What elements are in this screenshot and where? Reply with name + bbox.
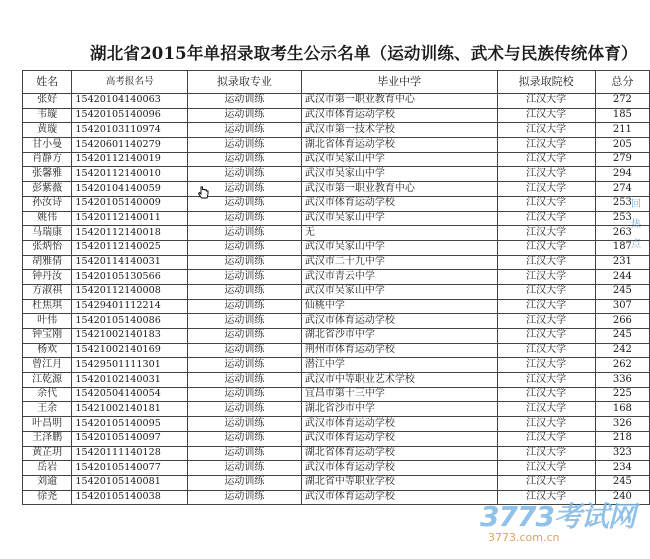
cell-major: 运动训练	[188, 299, 302, 314]
table-row	[23, 329, 650, 344]
cell-university: 江汉大学	[497, 402, 595, 417]
cell-major: 运动训练	[188, 255, 302, 270]
cell-score: 307	[595, 299, 649, 314]
header-high-school: 毕业中学	[301, 71, 497, 94]
cell-university: 江汉大学	[497, 123, 595, 138]
cell-major: 运动训练	[188, 431, 302, 446]
table-row	[23, 402, 650, 417]
cell-name: 曾江月	[23, 358, 72, 373]
cell-score: 231	[595, 255, 649, 270]
cell-major: 运动训练	[188, 211, 302, 226]
cell-major: 运动训练	[188, 182, 302, 197]
table-header-row	[23, 71, 650, 94]
cell-score: 187	[595, 240, 649, 255]
page-title: 湖北省2015年单招录取考生公示名单（运动训练、武术与民族传统体育）	[90, 44, 638, 63]
side-tab-char-3[interactable]: 点	[631, 239, 641, 250]
cell-name: 钟丹汝	[23, 270, 72, 285]
cell-university: 江汉大学	[497, 475, 595, 490]
cell-score: 272	[595, 94, 649, 109]
cell-score: 294	[595, 167, 649, 182]
cell-score: 245	[595, 284, 649, 299]
cell-high-school: 湖北省体育运动学校	[301, 138, 497, 153]
header-university: 拟录取院校	[497, 71, 595, 94]
cell-university: 江汉大学	[497, 108, 595, 123]
cell-university: 江汉大学	[497, 387, 595, 402]
cell-score: 279	[595, 152, 649, 167]
cell-name: 姚伟	[23, 211, 72, 226]
side-tab-char-2[interactable]: 热	[631, 219, 641, 230]
table-row	[23, 461, 650, 476]
table-row	[23, 211, 650, 226]
cell-exam-id: 15420112140008	[72, 284, 188, 299]
cell-exam-id: 15420103110974	[72, 123, 188, 138]
table-row	[23, 417, 650, 432]
cell-exam-id: 15420105140081	[72, 475, 188, 490]
cell-university: 江汉大学	[497, 94, 595, 109]
cell-exam-id: 15420104140063	[72, 94, 188, 109]
cell-score: 245	[595, 329, 649, 344]
cell-score: 323	[595, 446, 649, 461]
table-row	[23, 431, 650, 446]
cell-score: 218	[595, 431, 649, 446]
cell-score: 263	[595, 226, 649, 241]
cell-major: 运动训练	[188, 108, 302, 123]
cell-high-school: 潜江中学	[301, 358, 497, 373]
cell-name: 江乾源	[23, 373, 72, 388]
cell-name: 杜焦琪	[23, 299, 72, 314]
cell-score: 211	[595, 123, 649, 138]
cell-exam-id: 15420112140019	[72, 152, 188, 167]
cell-name: 叶伟	[23, 314, 72, 329]
table-row	[23, 167, 650, 182]
cell-major: 运动训练	[188, 343, 302, 358]
cell-score: 262	[595, 358, 649, 373]
cell-name: 岳岩	[23, 461, 72, 476]
table-row	[23, 343, 650, 358]
table-row	[23, 284, 650, 299]
cell-major: 运动训练	[188, 226, 302, 241]
cell-score: 274	[595, 182, 649, 197]
cell-name: 胡雅倩	[23, 255, 72, 270]
cell-high-school: 武汉市青云中学	[301, 270, 497, 285]
cell-major: 运动训练	[188, 446, 302, 461]
cell-exam-id: 15420105140097	[72, 431, 188, 446]
cell-score: 326	[595, 417, 649, 432]
cell-university: 江汉大学	[497, 167, 595, 182]
cell-major: 运动训练	[188, 196, 302, 211]
cell-name: 孙汝诗	[23, 196, 72, 211]
table-row	[23, 475, 650, 490]
cell-name: 彭紫薇	[23, 182, 72, 197]
cell-university: 江汉大学	[497, 284, 595, 299]
cell-high-school: 武汉市体育运动学校	[301, 196, 497, 211]
hand-cursor-icon	[196, 185, 210, 199]
table-row	[23, 108, 650, 123]
cell-high-school: 湖北省体育运动学校	[301, 446, 497, 461]
cell-high-school: 武汉市体育运动学校	[301, 431, 497, 446]
cell-exam-id: 15420105140038	[72, 490, 188, 505]
cell-name: 肖静方	[23, 152, 72, 167]
cell-name: 余代	[23, 387, 72, 402]
cell-exam-id: 15420102140031	[72, 373, 188, 388]
header-exam-id: 高考报名号	[72, 71, 188, 94]
cell-high-school: 武汉市第一技术学校	[301, 123, 497, 138]
table-row	[23, 152, 650, 167]
cell-major: 运动训练	[188, 270, 302, 285]
cell-exam-id: 15420104140059	[72, 182, 188, 197]
cell-exam-id: 15420105140096	[72, 108, 188, 123]
cell-major: 运动训练	[188, 402, 302, 417]
cell-university: 江汉大学	[497, 358, 595, 373]
cell-major: 运动训练	[188, 314, 302, 329]
cell-name: 张好	[23, 94, 72, 109]
cell-high-school: 武汉市体育运动学校	[301, 314, 497, 329]
cell-exam-id: 15421002140169	[72, 343, 188, 358]
cell-name: 黄璇	[23, 123, 72, 138]
admission-table	[22, 70, 650, 505]
table-row	[23, 270, 650, 285]
table-row	[23, 138, 650, 153]
table-row	[23, 196, 650, 211]
table-row	[23, 373, 650, 388]
cell-name: 刘逾	[23, 475, 72, 490]
cell-university: 江汉大学	[497, 373, 595, 388]
cell-major: 运动训练	[188, 152, 302, 167]
cell-major: 运动训练	[188, 94, 302, 109]
cell-exam-id: 15420601140279	[72, 138, 188, 153]
table-row	[23, 255, 650, 270]
cell-exam-id: 15420105140009	[72, 196, 188, 211]
cell-high-school: 荆州市体育运动学校	[301, 343, 497, 358]
cell-exam-id: 15420112140025	[72, 240, 188, 255]
cell-major: 运动训练	[188, 373, 302, 388]
cell-exam-id: 15420105140086	[72, 314, 188, 329]
cell-high-school: 武汉市二十九中学	[301, 255, 497, 270]
cell-name: 方淑祺	[23, 284, 72, 299]
table-row	[23, 240, 650, 255]
cell-university: 江汉大学	[497, 417, 595, 432]
cell-high-school: 湖北省沙市中学	[301, 402, 497, 417]
cell-exam-id: 15420105140095	[72, 417, 188, 432]
cell-university: 江汉大学	[497, 461, 595, 476]
cell-score: 336	[595, 373, 649, 388]
table-row	[23, 314, 650, 329]
cell-score: 234	[595, 461, 649, 476]
cell-major: 运动训练	[188, 475, 302, 490]
table-row	[23, 299, 650, 314]
cell-name: 徐尧	[23, 490, 72, 505]
cell-high-school: 武汉市吴家山中学	[301, 240, 497, 255]
cell-score: 240	[595, 490, 649, 505]
cell-high-school: 武汉市体育运动学校	[301, 108, 497, 123]
cell-university: 江汉大学	[497, 211, 595, 226]
cell-university: 江汉大学	[497, 255, 595, 270]
header-score: 总分	[595, 71, 649, 94]
table-row	[23, 446, 650, 461]
cell-university: 江汉大学	[497, 431, 595, 446]
cell-major: 运动训练	[188, 461, 302, 476]
cell-score: 253	[595, 211, 649, 226]
table-row	[23, 226, 650, 241]
cell-exam-id: 15420112140018	[72, 226, 188, 241]
table-row	[23, 94, 650, 109]
cell-high-school: 武汉市吴家山中学	[301, 284, 497, 299]
table-body	[23, 94, 650, 505]
cell-major: 运动训练	[188, 240, 302, 255]
cell-exam-id: 15420114140031	[72, 255, 188, 270]
cell-exam-id: 15420504140054	[72, 387, 188, 402]
cell-high-school: 武汉市吴家山中学	[301, 167, 497, 182]
table-row	[23, 182, 650, 197]
cell-exam-id: 15429501111301	[72, 358, 188, 373]
cell-major: 运动训练	[188, 358, 302, 373]
cell-university: 江汉大学	[497, 314, 595, 329]
cell-high-school: 武汉市体育运动学校	[301, 461, 497, 476]
cell-name: 钟宝刚	[23, 329, 72, 344]
cell-exam-id: 15420111140128	[72, 446, 188, 461]
cell-name: 张馨雅	[23, 167, 72, 182]
admission-table-container	[22, 70, 650, 505]
cell-university: 江汉大学	[497, 152, 595, 167]
cell-name: 甘小曼	[23, 138, 72, 153]
cell-high-school: 武汉市体育运动学校	[301, 490, 497, 505]
cell-high-school: 武汉市第一职业教育中心	[301, 94, 497, 109]
cell-high-school: 武汉市中等职业艺术学校	[301, 373, 497, 388]
header-major: 拟录取专业	[188, 71, 302, 94]
cell-major: 运动训练	[188, 329, 302, 344]
cell-major: 运动训练	[188, 284, 302, 299]
cell-score: 253	[595, 196, 649, 211]
cell-exam-id: 15420105140077	[72, 461, 188, 476]
cell-score: 244	[595, 270, 649, 285]
cell-university: 江汉大学	[497, 343, 595, 358]
table-row	[23, 358, 650, 373]
cell-high-school: 湖北省沙市中学	[301, 329, 497, 344]
cell-major: 运动训练	[188, 167, 302, 182]
cell-exam-id: 15420112140010	[72, 167, 188, 182]
cell-high-school: 湖北省中等职业学校	[301, 475, 497, 490]
cell-score: 242	[595, 343, 649, 358]
cell-exam-id: 15421002140181	[72, 402, 188, 417]
cell-high-school: 武汉市吴家山中学	[301, 152, 497, 167]
cell-high-school: 武汉市吴家山中学	[301, 211, 497, 226]
cell-score: 205	[595, 138, 649, 153]
cell-university: 江汉大学	[497, 490, 595, 505]
cell-name: 叶昌明	[23, 417, 72, 432]
cell-score: 266	[595, 314, 649, 329]
cell-name: 杨欢	[23, 343, 72, 358]
site-watermark	[480, 495, 640, 550]
cell-university: 江汉大学	[497, 226, 595, 241]
cell-major: 运动训练	[188, 123, 302, 138]
side-tab-char-1[interactable]: 回	[631, 199, 641, 210]
cell-name: 王泽鹏	[23, 431, 72, 446]
cell-exam-id: 15429401112214	[72, 299, 188, 314]
cell-name: 韦璇	[23, 108, 72, 123]
cell-university: 江汉大学	[497, 182, 595, 197]
cell-major: 运动训练	[188, 490, 302, 505]
cell-name: 马瑞康	[23, 226, 72, 241]
table-row	[23, 387, 650, 402]
watermark-url: 3773.com.cn	[488, 531, 560, 544]
cell-score: 168	[595, 402, 649, 417]
cell-university: 江汉大学	[497, 240, 595, 255]
cell-score: 185	[595, 108, 649, 123]
cell-university: 江汉大学	[497, 196, 595, 211]
header-name: 姓名	[23, 71, 72, 94]
cell-high-school: 武汉市第一职业教育中心	[301, 182, 497, 197]
cell-exam-id: 15420105130566	[72, 270, 188, 285]
cell-major: 运动训练	[188, 387, 302, 402]
cell-university: 江汉大学	[497, 329, 595, 344]
cell-name: 王余	[23, 402, 72, 417]
cell-exam-id: 15421002140183	[72, 329, 188, 344]
cell-name: 张炳怡	[23, 240, 72, 255]
cell-university: 江汉大学	[497, 270, 595, 285]
cell-score: 225	[595, 387, 649, 402]
watermark-logo: 3773考试网	[480, 500, 635, 533]
cell-university: 江汉大学	[497, 446, 595, 461]
cell-high-school: 无	[301, 226, 497, 241]
cell-score: 245	[595, 475, 649, 490]
cell-exam-id: 15420112140011	[72, 211, 188, 226]
cell-university: 江汉大学	[497, 138, 595, 153]
cell-name: 黄芷玥	[23, 446, 72, 461]
cell-high-school: 武汉市体育运动学校	[301, 417, 497, 432]
cell-university: 江汉大学	[497, 299, 595, 314]
cell-high-school: 仙桃中学	[301, 299, 497, 314]
cell-high-school: 宜昌市第十三中学	[301, 387, 497, 402]
cell-major: 运动训练	[188, 417, 302, 432]
cell-major: 运动训练	[188, 138, 302, 153]
table-row	[23, 123, 650, 138]
